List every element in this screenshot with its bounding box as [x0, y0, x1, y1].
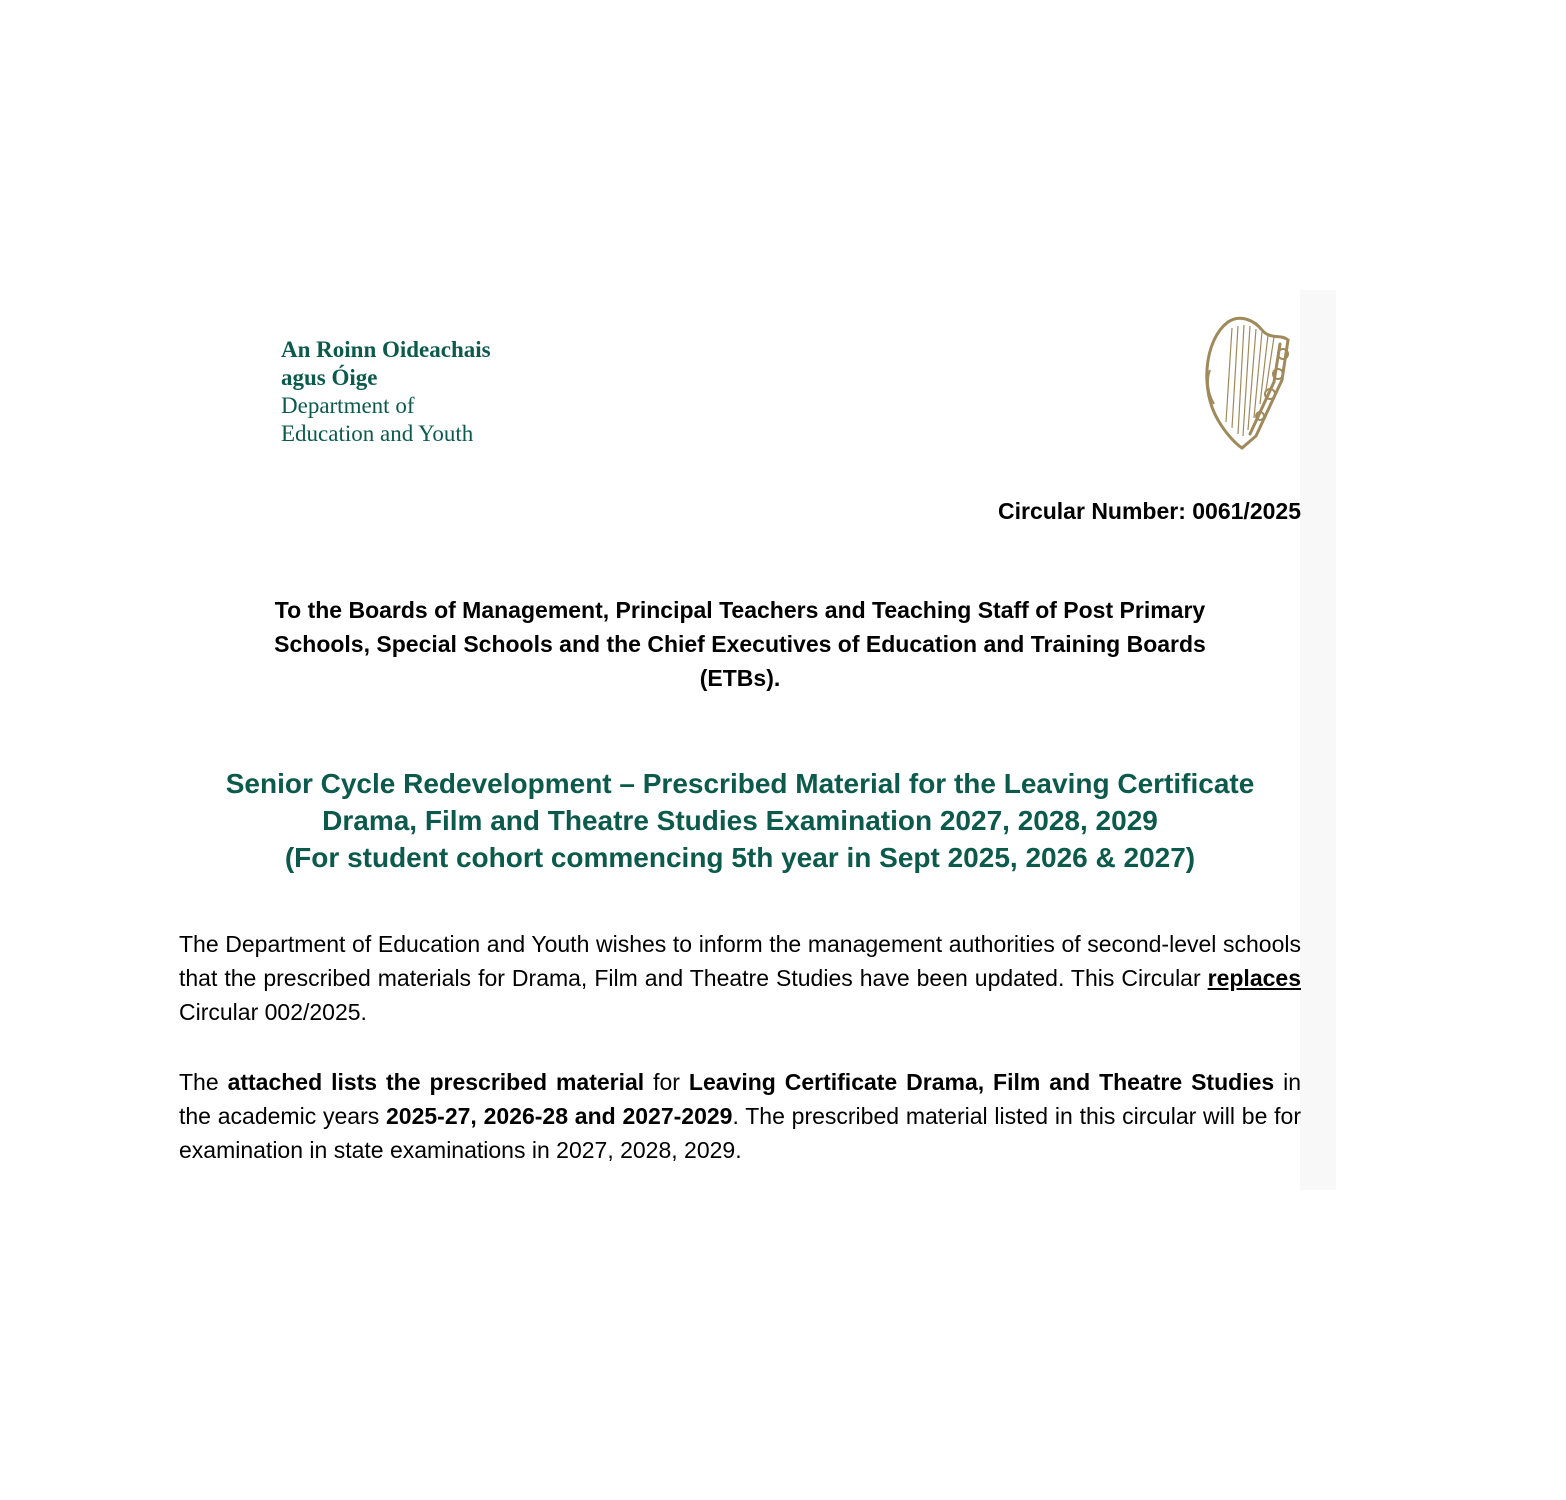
department-logo [281, 336, 491, 448]
addressee-line-1: To the Boards of Management, Principal Teachers and Teaching Staff of Post Primary [274, 597, 1206, 623]
paragraph-1-text-a: The Department of Education and Youth wishes to inform the management authorities of second-level schools that the prescribed materials for Drama, Film and Theatre Studies have been updated. This Circular [179, 931, 1301, 991]
paragraph-2-bold-3: 2025-27, 2026-28 and 2027-2029 [386, 1103, 733, 1129]
paragraph-2-bold-2: Leaving Certificate Drama, Film and Theatre Studies [688, 1069, 1275, 1095]
page-edge-shadow [1300, 290, 1336, 1190]
logo-irish-line-2: agus Óige [281, 365, 378, 390]
paragraph-2-text-2: for [644, 1069, 689, 1095]
harp-emblem-icon [1196, 310, 1294, 454]
logo-english-line-1: Department of [281, 393, 415, 418]
paragraph-1-text-b: Circular 002/2025. [179, 999, 367, 1025]
paragraph-2 [179, 1065, 1301, 1167]
title-line-3: (For student cohort commencing 5th year in Sept 2025, 2026 & 2027) [284, 842, 1196, 873]
paragraph-2-text-3: in the academic years [179, 1069, 1301, 1129]
paragraph-2-bold-1: attached lists the prescribed material [227, 1069, 645, 1095]
logo-irish-line-1: An Roinn Oideachais [281, 337, 491, 362]
paragraph-2-text-1: The [179, 1069, 228, 1095]
addressee-line-3: (ETBs). [699, 665, 781, 691]
paragraph-1 [179, 927, 1301, 1029]
title-line-1: Senior Cycle Redevelopment – Prescribed Material for the Leaving Certificate [225, 768, 1255, 799]
circular-number: Circular Number: 0061/2025 [998, 498, 1301, 524]
title-line-2: Drama, Film and Theatre Studies Examination 2027, 2028, 2029 [322, 805, 1158, 836]
addressee-line-2: Schools, Special Schools and the Chief Executives of Education and Training Boards [274, 631, 1206, 657]
circular-title [178, 765, 1302, 876]
paragraph-2-text-4: . The prescribed material listed in this circular will be for examination in state examinations in 2027, 2028, 2029. [179, 1103, 1301, 1163]
addressee-block [178, 593, 1302, 695]
replaces-emphasis: replaces [1207, 965, 1301, 991]
logo-english-line-2: Education and Youth [281, 421, 474, 446]
